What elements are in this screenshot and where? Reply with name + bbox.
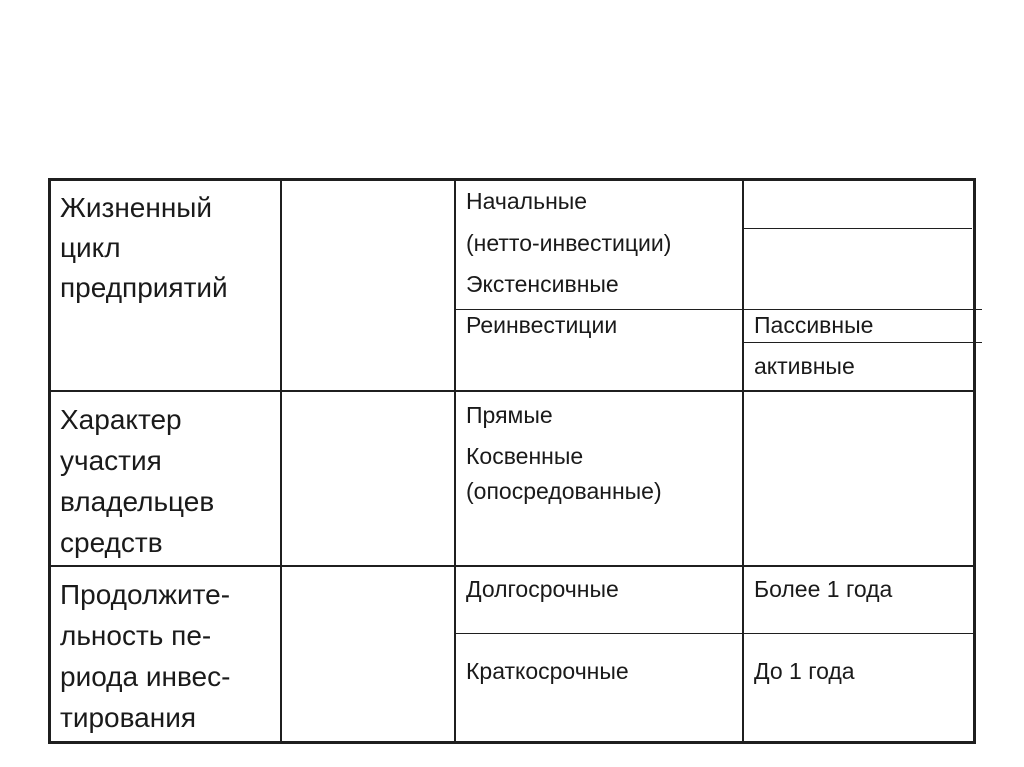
sub-divider [454,309,982,310]
sub-divider [742,342,982,343]
column-divider [454,178,456,742]
row-divider [48,565,976,567]
sub-divider [454,633,974,634]
row-heading-line: Жизненный [60,192,213,223]
category-item: Начальные [466,188,588,214]
row-heading-line: льность пе- [60,620,212,651]
duration-value: До 1 года [754,658,855,684]
row-heading-line: риода инвес- [60,661,231,692]
category-item: Прямые [466,402,553,428]
row-heading-line: цикл [60,232,121,263]
category-item: Косвенные [466,443,584,469]
row-heading-line: владельцев [60,486,215,517]
subcategory-item: Пассивные [754,312,874,338]
category-item: Экстенсивные [466,271,619,297]
row-heading-line: Продолжите- [60,579,231,610]
column-divider [280,178,282,742]
sub-divider [742,228,972,229]
duration-value: Более 1 года [754,576,893,602]
subcategory-item: активные [754,353,855,379]
category-item: Реинвестиции [466,312,618,338]
row-heading-line: участия [60,445,162,476]
column-divider [742,178,744,742]
row-heading-line: предприятий [60,272,228,303]
row-heading-line: Характер [60,404,182,435]
row-divider [48,390,976,392]
row-heading-line: средств [60,527,163,558]
category-item: Краткосрочные [466,658,629,684]
category-item: (опосредованные) [466,478,662,504]
row-heading-line: тирования [60,702,197,733]
category-item: (нетто-инвестиции) [466,230,672,256]
category-item: Долгосрочные [466,576,619,602]
